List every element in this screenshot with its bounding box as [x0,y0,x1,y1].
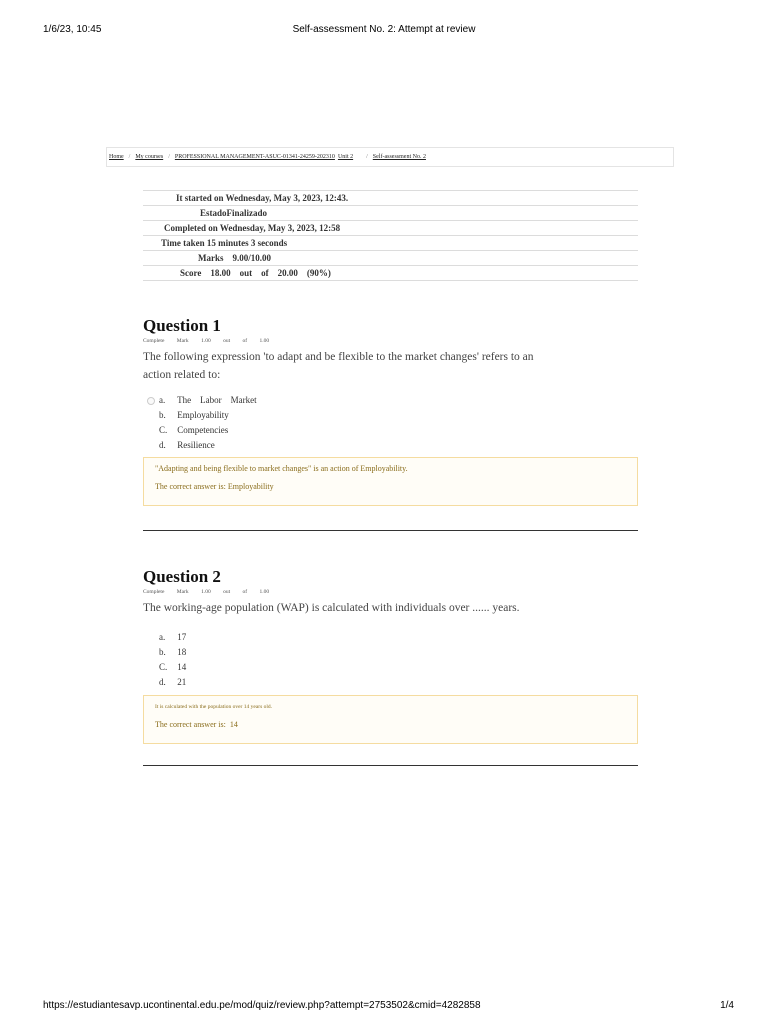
breadcrumb-separator: / [168,154,170,160]
answer-option[interactable] [143,630,638,645]
breadcrumb-unit-link[interactable]: Unit 2 [337,154,354,160]
answer-option[interactable] [143,645,638,660]
answer-option[interactable] [143,675,638,690]
question-text: The following expression 'to adapt and be flexible to the market changes' refers to an action related to: [143,351,534,381]
page-number: 1/4 [720,1000,734,1011]
question-max-mark: 1.00 [259,589,270,595]
summary-started: It started on Wednesday, May 3, 2023, 12:43. [176,193,349,203]
summary-score: Score 18.00 out of 20.00 (90%) [180,268,331,278]
breadcrumb-quiz-link[interactable]: Self-assessment No. 2 [372,154,426,160]
question-1 [143,316,638,506]
breadcrumb-separator: / [128,154,131,160]
feedback-text: "Adapting and being flexible to market changes" is an action of Employability. [155,464,408,473]
question-status: Complete [143,589,165,595]
page-url: https://estudiantesavp.ucontinental.edu.pe/mod/quiz/review.php?attempt=2753502&cmid=4282858 [43,1000,481,1011]
answer-letter: d. [159,677,166,687]
summary-row-marks [143,251,638,266]
feedback-text: It is calculated with the population over 14 years old. [155,704,272,710]
answer-letter: C. [159,662,168,672]
attempt-summary [143,190,638,281]
radio-icon[interactable] [147,397,155,405]
print-datetime: 1/6/23, 10:45 [43,24,102,35]
question-status: Complete [143,338,165,344]
answer-option[interactable] [143,423,638,438]
question-mark-label: Mark [176,338,189,344]
question-title: Question 1 [143,316,221,335]
answer-text: 17 [177,632,187,642]
question-mark-label: Mark [176,589,189,595]
answer-text: 14 [177,662,187,672]
question-of-label: of [242,338,248,344]
question-out-label: out [223,338,231,344]
answer-text: The Labor Market [177,395,257,405]
question-max-mark: 1.00 [259,338,270,344]
answer-text: Competencies [177,425,229,435]
answer-option[interactable] [143,393,638,408]
breadcrumb-my-courses-link[interactable]: My courses [135,154,164,160]
summary-row-completed [143,221,638,236]
answer-option[interactable] [143,438,638,453]
summary-completed: Completed on Wednesday, May 3, 2023, 12:58 [164,223,341,233]
summary-time-taken: Time taken 15 minutes 3 seconds [161,238,288,248]
breadcrumb-home-link[interactable]: Home [109,154,124,160]
print-header [0,24,768,38]
answer-option[interactable] [143,660,638,675]
question-text: The working-age population (WAP) is calculated with individuals over ...... years. [143,602,520,614]
breadcrumb [106,147,674,167]
question-mark: 1.00 [201,338,211,344]
answer-list [143,393,638,453]
answer-letter: C. [159,425,168,435]
question-meta [143,589,638,597]
answer-text: Resilience [177,440,215,450]
summary-row-started [143,191,638,206]
answer-text: 21 [177,677,187,687]
summary-row-state [143,206,638,221]
question-title: Question 2 [143,567,221,586]
question-of-label: of [242,589,248,595]
print-title: Self-assessment No. 2: Attempt at review [292,24,476,35]
right-answer: The correct answer is: Employability [155,482,274,491]
question-meta [143,338,638,346]
answer-letter: b. [159,647,166,657]
feedback-box [143,695,638,744]
answer-letter: a. [159,632,166,642]
answer-list [143,630,638,690]
breadcrumb-separator: / [366,154,368,160]
answer-letter: d. [159,440,166,450]
breadcrumb-course-link[interactable]: PROFESSIONAL MANAGEMENT-ASUC-01341-24259-202310 [174,154,335,160]
feedback-box [143,457,638,506]
question-out-label: out [223,589,231,595]
question-divider [143,765,638,766]
answer-letter: a. [159,395,166,405]
question-mark: 1.00 [201,589,211,595]
summary-marks: Marks 9.00/10.00 [198,253,271,263]
print-footer [0,1000,768,1014]
question-2 [143,567,638,744]
answer-text: Employability [177,410,229,420]
answer-option[interactable] [143,408,638,423]
summary-row-score [143,266,638,281]
right-answer: The correct answer is: 14 [155,720,238,729]
summary-state: EstadoFinalizado [200,208,268,218]
summary-row-time-taken [143,236,638,251]
answer-letter: b. [159,410,166,420]
answer-text: 18 [177,647,187,657]
question-divider [143,530,638,531]
